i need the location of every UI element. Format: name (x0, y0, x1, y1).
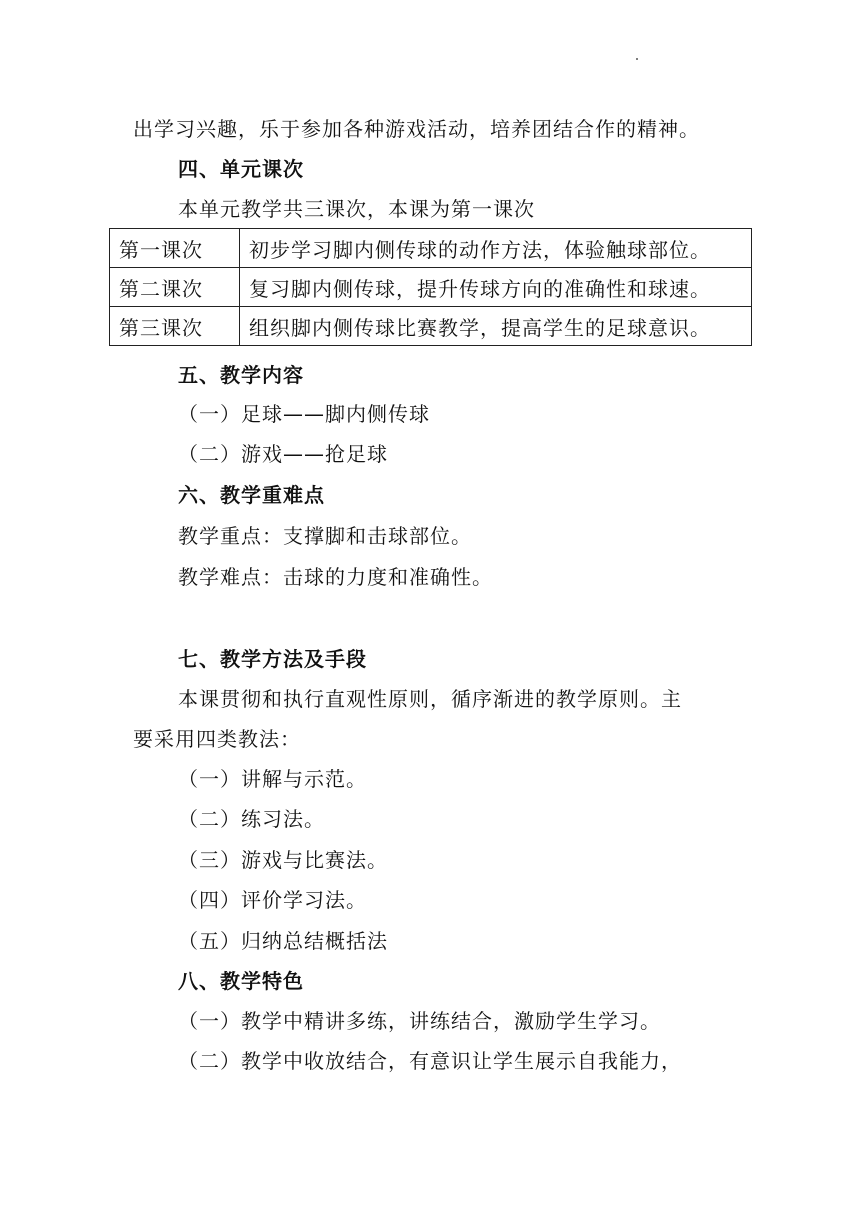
content-item-1: （一）足球——脚内侧传球 (178, 402, 430, 426)
key-point: 教学重点：支撑脚和击球部位。 (178, 524, 472, 548)
lesson-content-cell: 初步学习脚内侧传球的动作方法，体验触球部位。 (240, 229, 752, 268)
difficult-point: 教学难点：击球的力度和准确性。 (178, 565, 493, 589)
heading-methods: 七、教学方法及手段 (178, 647, 367, 671)
method-item-4: （四）评价学习法。 (178, 888, 367, 912)
heading-features: 八、教学特色 (178, 969, 304, 993)
methods-paragraph-line-2: 要采用四类教法： (133, 727, 301, 751)
lesson-number-cell: 第三课次 (110, 307, 240, 346)
table-row (110, 268, 752, 307)
stray-dot (636, 58, 638, 60)
method-item-5: （五）归纳总结概括法 (178, 929, 388, 953)
method-item-1: （一）讲解与示范。 (178, 767, 367, 791)
content-item-2: （二）游戏——抢足球 (178, 442, 388, 466)
lesson-content-cell: 复习脚内侧传球，提升传球方向的准确性和球速。 (240, 268, 752, 307)
lesson-content-cell: 组织脚内侧传球比赛教学，提高学生的足球意识。 (240, 307, 752, 346)
heading-teaching-content: 五、教学内容 (178, 363, 304, 387)
heading-unit-lessons: 四、单元课次 (178, 157, 304, 181)
method-item-2: （二）练习法。 (178, 807, 325, 831)
lesson-number-cell: 第二课次 (110, 268, 240, 307)
unit-lessons-summary: 本单元教学共三课次，本课为第一课次 (178, 197, 535, 221)
feature-item-1: （一）教学中精讲多练，讲练结合，激励学生学习。 (178, 1009, 661, 1033)
table-row (110, 229, 752, 268)
lesson-table (109, 228, 752, 346)
method-item-3: （三）游戏与比赛法。 (178, 848, 388, 872)
feature-item-2: （二）教学中收放结合，有意识让学生展示自我能力， (178, 1049, 682, 1073)
intro-paragraph-end: 出学习兴趣，乐于参加各种游戏活动，培养团结合作的精神。 (133, 117, 700, 141)
table-row (110, 307, 752, 346)
lesson-number-cell: 第一课次 (110, 229, 240, 268)
methods-paragraph-line-1: 本课贯彻和执行直观性原则，循序渐进的教学原则。主 (178, 687, 682, 711)
heading-key-difficult-points: 六、教学重难点 (178, 483, 325, 507)
